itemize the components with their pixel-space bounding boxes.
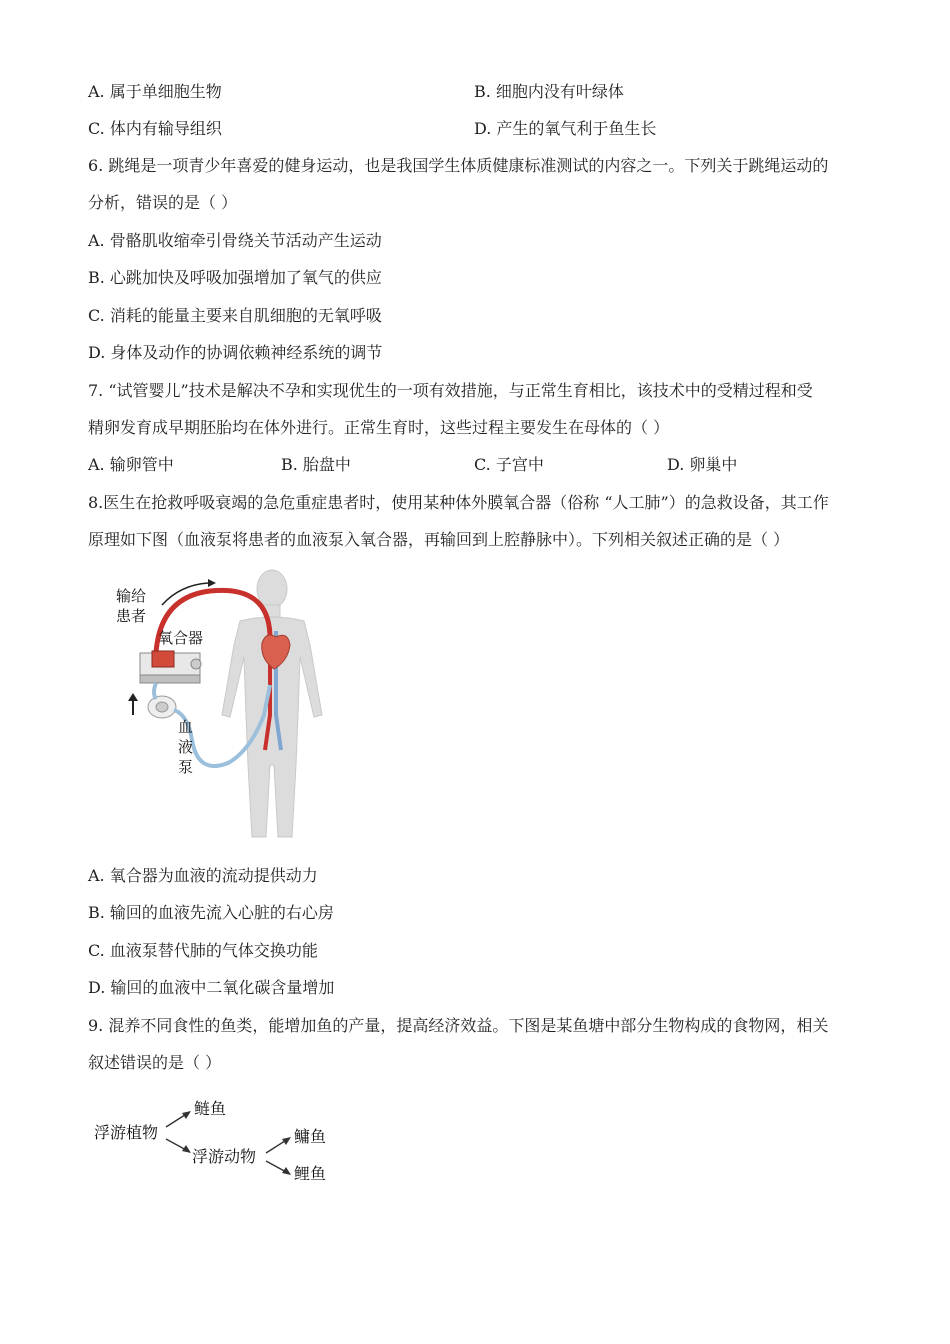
label-output-line2: 患者: [116, 607, 147, 625]
q8-option-a: A. 氧合器为血液的流动提供动力: [88, 866, 318, 885]
q8-stem-line1: 8.医生在抢救呼吸衰竭的急危重症患者时，使用某种体外膜氧合器（俗称 “人工肺”）的急救设备，其工作: [88, 493, 829, 512]
q8-stem-line2: 原理如下图（血液泵将患者的血液泵入氧合器，再输回到上腔静脉中）。下列相关叙述正确的是（ ）: [88, 530, 790, 549]
q7-stem-line1: 7. “试管婴儿”技术是解决不孕和实现优生的一项有效措施，与正常生育相比，该技术中的受精过程和受: [88, 381, 813, 400]
q8-option-b: B. 输回的血液先流入心脏的右心房: [88, 903, 334, 922]
blood-pump-device-icon: [148, 696, 176, 718]
q6-option-c: C. 消耗的能量主要来自肌细胞的无氧呼吸: [88, 306, 382, 325]
q6-option-d: D. 身体及动作的协调依赖神经系统的调节: [88, 343, 383, 362]
label-pump-1: 血: [178, 718, 194, 736]
label-output-line1: 输给: [116, 587, 147, 605]
food-web-diagram: [90, 1095, 350, 1195]
q8-option-c: C. 血液泵替代肺的气体交换功能: [88, 941, 318, 960]
q8-option-d: D. 输回的血液中二氧化碳含量增加: [88, 978, 335, 997]
q5-option-b: B. 细胞内没有叶绿体: [474, 82, 624, 101]
node-silver-carp: 鲢鱼: [194, 1099, 227, 1118]
q6-option-b: B. 心跳加快及呼吸加强增加了氧气的供应: [88, 268, 382, 287]
node-plankton-animals: 浮游动物: [192, 1147, 257, 1166]
q7-stem-line2: 精卵发育成早期胚胎均在体外进行。正常生育时，这些过程主要发生在母体的（ ）: [88, 418, 670, 437]
q9-stem-line1: 9. 混养不同食性的鱼类，能增加鱼的产量，提高经济效益。下图是某鱼塘中部分生物构成的食物网，相关: [88, 1016, 829, 1035]
oxygenator-device-icon: [140, 651, 201, 683]
q7-option-b: B. 胎盘中: [281, 455, 351, 474]
q9-stem-line2: 叙述错误的是（ ）: [88, 1053, 222, 1072]
label-pump-3: 泵: [178, 758, 194, 776]
node-plankton-plants: 浮游植物: [94, 1123, 159, 1142]
q5-option-c: C. 体内有输导组织: [88, 119, 222, 138]
q6-stem-line1: 6. 跳绳是一项青少年喜爱的健身运动，也是我国学生体质健康标准测试的内容之一。下列关于跳绳运动的: [88, 156, 829, 175]
q7-option-d: D. 卵巢中: [667, 455, 738, 474]
q5-option-a: A. 属于单细胞生物: [88, 82, 222, 101]
q5-option-d: D. 产生的氧气利于鱼生长: [474, 119, 657, 138]
label-oxygenator: 氧合器: [158, 629, 204, 647]
node-common-carp: 鲤鱼: [294, 1164, 327, 1183]
ecmo-figure: [100, 565, 340, 845]
label-pump-2: 液: [178, 738, 194, 756]
q7-option-c: C. 子宫中: [474, 455, 544, 474]
q7-option-a: A. 输卵管中: [88, 455, 174, 474]
q6-option-a: A. 骨骼肌收缩牵引骨绕关节活动产生运动: [88, 231, 382, 250]
node-bighead-carp: 鳙鱼: [294, 1127, 327, 1146]
q6-stem-line2: 分析，错误的是（ ）: [88, 193, 238, 212]
